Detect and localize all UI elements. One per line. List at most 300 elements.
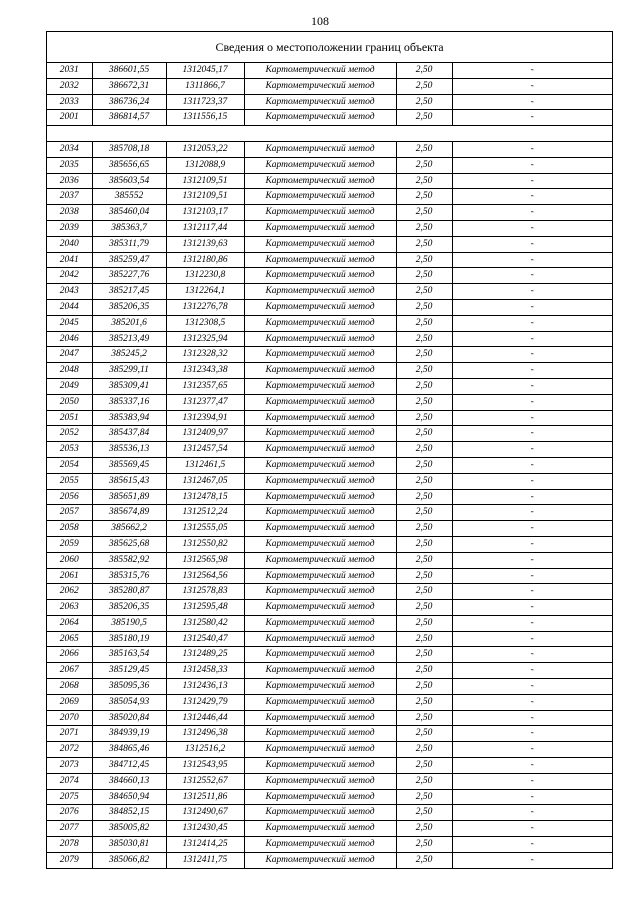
- method-cell: Картометрический метод: [244, 189, 396, 205]
- table-row: [47, 394, 612, 410]
- note-cell: -: [452, 852, 612, 868]
- point-number-cell: 2050: [47, 394, 92, 410]
- table-row: [47, 631, 612, 647]
- note-cell: -: [452, 426, 612, 442]
- x-coordinate-cell: 385227,76: [92, 268, 166, 284]
- method-cell: Картометрический метод: [244, 284, 396, 300]
- note-cell: -: [452, 536, 612, 552]
- y-coordinate-cell: 1312430,45: [166, 821, 244, 837]
- x-coordinate-cell: 386814,57: [92, 110, 166, 126]
- table-header: Сведения о местоположении границ объекта: [47, 32, 612, 63]
- method-cell: Картометрический метод: [244, 568, 396, 584]
- point-number-cell: 2078: [47, 837, 92, 853]
- table-row: [47, 758, 612, 774]
- accuracy-cell: 2,50: [396, 536, 452, 552]
- method-cell: Картометрический метод: [244, 457, 396, 473]
- table-row: [47, 600, 612, 616]
- y-coordinate-cell: 1311866,7: [166, 78, 244, 94]
- x-coordinate-cell: 385206,35: [92, 600, 166, 616]
- point-number-cell: 2032: [47, 78, 92, 94]
- x-coordinate-cell: 385206,35: [92, 299, 166, 315]
- x-coordinate-cell: 385363,7: [92, 220, 166, 236]
- y-coordinate-cell: 1312543,95: [166, 758, 244, 774]
- x-coordinate-cell: 385674,89: [92, 505, 166, 521]
- accuracy-cell: 2,50: [396, 141, 452, 157]
- accuracy-cell: 2,50: [396, 220, 452, 236]
- method-cell: Картометрический метод: [244, 805, 396, 821]
- table-row: [47, 205, 612, 221]
- point-number-cell: 2054: [47, 457, 92, 473]
- point-number-cell: 2042: [47, 268, 92, 284]
- x-coordinate-cell: 385217,45: [92, 284, 166, 300]
- x-coordinate-cell: 385299,11: [92, 363, 166, 379]
- method-cell: Картометрический метод: [244, 442, 396, 458]
- note-cell: -: [452, 521, 612, 537]
- accuracy-cell: 2,50: [396, 410, 452, 426]
- page-number: 108: [311, 14, 329, 28]
- note-cell: -: [452, 331, 612, 347]
- table-row: [47, 726, 612, 742]
- accuracy-cell: 2,50: [396, 94, 452, 110]
- method-cell: Картометрический метод: [244, 252, 396, 268]
- x-coordinate-cell: 385095,36: [92, 679, 166, 695]
- x-coordinate-cell: 385180,19: [92, 631, 166, 647]
- note-cell: -: [452, 805, 612, 821]
- method-cell: Картометрический метод: [244, 600, 396, 616]
- point-number-cell: 2052: [47, 426, 92, 442]
- x-coordinate-cell: 385708,18: [92, 141, 166, 157]
- point-number-cell: 2072: [47, 742, 92, 758]
- y-coordinate-cell: 1312088,9: [166, 157, 244, 173]
- note-cell: -: [452, 568, 612, 584]
- note-cell: -: [452, 189, 612, 205]
- x-coordinate-cell: 385020,84: [92, 710, 166, 726]
- method-cell: Картометрический метод: [244, 789, 396, 805]
- x-coordinate-cell: 385536,13: [92, 442, 166, 458]
- note-cell: -: [452, 647, 612, 663]
- note-cell: -: [452, 457, 612, 473]
- accuracy-cell: 2,50: [396, 521, 452, 537]
- note-cell: -: [452, 173, 612, 189]
- point-number-cell: 2064: [47, 615, 92, 631]
- accuracy-cell: 2,50: [396, 268, 452, 284]
- x-coordinate-cell: 385245,2: [92, 347, 166, 363]
- method-cell: Картометрический метод: [244, 473, 396, 489]
- accuracy-cell: 2,50: [396, 805, 452, 821]
- note-cell: -: [452, 694, 612, 710]
- method-cell: Картометрический метод: [244, 663, 396, 679]
- method-cell: Картометрический метод: [244, 521, 396, 537]
- table-row: [47, 584, 612, 600]
- note-cell: -: [452, 378, 612, 394]
- point-number-cell: 2076: [47, 805, 92, 821]
- note-cell: -: [452, 505, 612, 521]
- accuracy-cell: 2,50: [396, 347, 452, 363]
- accuracy-cell: 2,50: [396, 742, 452, 758]
- table-row: [47, 615, 612, 631]
- point-number-cell: 2074: [47, 773, 92, 789]
- table-row: [47, 78, 612, 94]
- point-number-cell: 2060: [47, 552, 92, 568]
- accuracy-cell: 2,50: [396, 600, 452, 616]
- table-row: [47, 347, 612, 363]
- table-row: [47, 489, 612, 505]
- method-cell: Картометрический метод: [244, 552, 396, 568]
- x-coordinate-cell: 385259,47: [92, 252, 166, 268]
- y-coordinate-cell: 1312343,38: [166, 363, 244, 379]
- note-cell: -: [452, 363, 612, 379]
- x-coordinate-cell: 385337,16: [92, 394, 166, 410]
- y-coordinate-cell: 1312394,91: [166, 410, 244, 426]
- method-cell: Картометрический метод: [244, 615, 396, 631]
- method-cell: Картометрический метод: [244, 378, 396, 394]
- table-row: [47, 252, 612, 268]
- y-coordinate-cell: 1312109,51: [166, 189, 244, 205]
- method-cell: Картометрический метод: [244, 94, 396, 110]
- y-coordinate-cell: 1312045,17: [166, 63, 244, 78]
- y-coordinate-cell: 1312117,44: [166, 220, 244, 236]
- table-row: [47, 410, 612, 426]
- accuracy-cell: 2,50: [396, 236, 452, 252]
- y-coordinate-cell: 1312578,83: [166, 584, 244, 600]
- y-coordinate-cell: 1312325,94: [166, 331, 244, 347]
- point-number-cell: 2049: [47, 378, 92, 394]
- point-number-cell: 2053: [47, 442, 92, 458]
- x-coordinate-cell: 385569,45: [92, 457, 166, 473]
- point-number-cell: 2001: [47, 110, 92, 126]
- y-coordinate-cell: 1312357,65: [166, 378, 244, 394]
- point-number-cell: 2079: [47, 852, 92, 868]
- method-cell: Картометрический метод: [244, 631, 396, 647]
- separator-row: [47, 126, 612, 142]
- x-coordinate-cell: 386736,24: [92, 94, 166, 110]
- accuracy-cell: 2,50: [396, 758, 452, 774]
- y-coordinate-cell: 1312516,2: [166, 742, 244, 758]
- x-coordinate-cell: 385066,82: [92, 852, 166, 868]
- method-cell: Картометрический метод: [244, 347, 396, 363]
- point-number-cell: 2061: [47, 568, 92, 584]
- note-cell: -: [452, 821, 612, 837]
- method-cell: Картометрический метод: [244, 758, 396, 774]
- point-number-cell: 2070: [47, 710, 92, 726]
- y-coordinate-cell: 1312180,86: [166, 252, 244, 268]
- x-coordinate-cell: 385656,65: [92, 157, 166, 173]
- y-coordinate-cell: 1312478,15: [166, 489, 244, 505]
- accuracy-cell: 2,50: [396, 584, 452, 600]
- point-number-cell: 2069: [47, 694, 92, 710]
- y-coordinate-cell: 1312436,13: [166, 679, 244, 695]
- accuracy-cell: 2,50: [396, 252, 452, 268]
- method-cell: Картометрический метод: [244, 505, 396, 521]
- accuracy-cell: 2,50: [396, 299, 452, 315]
- accuracy-cell: 2,50: [396, 837, 452, 853]
- accuracy-cell: 2,50: [396, 189, 452, 205]
- accuracy-cell: 2,50: [396, 694, 452, 710]
- point-number-cell: 2041: [47, 252, 92, 268]
- y-coordinate-cell: 1312103,17: [166, 205, 244, 221]
- method-cell: Картометрический метод: [244, 331, 396, 347]
- note-cell: -: [452, 710, 612, 726]
- x-coordinate-cell: 385603,54: [92, 173, 166, 189]
- coordinates-group-1: [47, 63, 612, 126]
- y-coordinate-cell: 1312540,47: [166, 631, 244, 647]
- x-coordinate-cell: 385213,49: [92, 331, 166, 347]
- y-coordinate-cell: 1312457,54: [166, 442, 244, 458]
- point-number-cell: 2044: [47, 299, 92, 315]
- y-coordinate-cell: 1312230,8: [166, 268, 244, 284]
- y-coordinate-cell: 1312595,48: [166, 600, 244, 616]
- table-row: [47, 837, 612, 853]
- note-cell: -: [452, 552, 612, 568]
- accuracy-cell: 2,50: [396, 315, 452, 331]
- note-cell: -: [452, 110, 612, 126]
- point-number-cell: 2067: [47, 663, 92, 679]
- method-cell: Картометрический метод: [244, 394, 396, 410]
- table-row: [47, 110, 612, 126]
- table-row: [47, 141, 612, 157]
- point-number-cell: 2033: [47, 94, 92, 110]
- x-coordinate-cell: 385625,68: [92, 536, 166, 552]
- note-cell: -: [452, 141, 612, 157]
- y-coordinate-cell: 1312552,67: [166, 773, 244, 789]
- accuracy-cell: 2,50: [396, 63, 452, 78]
- table-row: [47, 426, 612, 442]
- x-coordinate-cell: 385651,89: [92, 489, 166, 505]
- accuracy-cell: 2,50: [396, 157, 452, 173]
- table-row: [47, 63, 612, 78]
- method-cell: Картометрический метод: [244, 742, 396, 758]
- note-cell: -: [452, 600, 612, 616]
- note-cell: -: [452, 473, 612, 489]
- x-coordinate-cell: 385383,94: [92, 410, 166, 426]
- table-row: [47, 473, 612, 489]
- note-cell: -: [452, 78, 612, 94]
- method-cell: Картометрический метод: [244, 679, 396, 695]
- y-coordinate-cell: 1312264,1: [166, 284, 244, 300]
- coordinates-group-2: [47, 141, 612, 868]
- point-number-cell: 2055: [47, 473, 92, 489]
- table-row: [47, 663, 612, 679]
- accuracy-cell: 2,50: [396, 631, 452, 647]
- table-row: [47, 647, 612, 663]
- y-coordinate-cell: 1312489,25: [166, 647, 244, 663]
- method-cell: Картометрический метод: [244, 536, 396, 552]
- y-coordinate-cell: 1312467,05: [166, 473, 244, 489]
- accuracy-cell: 2,50: [396, 789, 452, 805]
- y-coordinate-cell: 1312139,63: [166, 236, 244, 252]
- note-cell: -: [452, 742, 612, 758]
- method-cell: Картометрический метод: [244, 78, 396, 94]
- table-row: [47, 236, 612, 252]
- y-coordinate-cell: 1312496,38: [166, 726, 244, 742]
- note-cell: -: [452, 347, 612, 363]
- method-cell: Картометрический метод: [244, 141, 396, 157]
- table-row: [47, 742, 612, 758]
- x-coordinate-cell: 384939,19: [92, 726, 166, 742]
- accuracy-cell: 2,50: [396, 552, 452, 568]
- note-cell: -: [452, 63, 612, 78]
- y-coordinate-cell: 1312377,47: [166, 394, 244, 410]
- accuracy-cell: 2,50: [396, 110, 452, 126]
- table-row: [47, 284, 612, 300]
- method-cell: Картометрический метод: [244, 694, 396, 710]
- accuracy-cell: 2,50: [396, 663, 452, 679]
- point-number-cell: 2045: [47, 315, 92, 331]
- x-coordinate-cell: 386672,31: [92, 78, 166, 94]
- group-separator: [47, 126, 612, 142]
- method-cell: Картометрический метод: [244, 773, 396, 789]
- x-coordinate-cell: 384712,45: [92, 758, 166, 774]
- table-row: [47, 442, 612, 458]
- x-coordinate-cell: 385315,76: [92, 568, 166, 584]
- method-cell: Картометрический метод: [244, 157, 396, 173]
- note-cell: -: [452, 442, 612, 458]
- y-coordinate-cell: 1312328,32: [166, 347, 244, 363]
- x-coordinate-cell: 385460,04: [92, 205, 166, 221]
- accuracy-cell: 2,50: [396, 710, 452, 726]
- y-coordinate-cell: 1312109,51: [166, 173, 244, 189]
- accuracy-cell: 2,50: [396, 363, 452, 379]
- y-coordinate-cell: 1312414,25: [166, 837, 244, 853]
- accuracy-cell: 2,50: [396, 489, 452, 505]
- table-row: [47, 189, 612, 205]
- accuracy-cell: 2,50: [396, 457, 452, 473]
- point-number-cell: 2068: [47, 679, 92, 695]
- point-number-cell: 2037: [47, 189, 92, 205]
- method-cell: Картометрический метод: [244, 363, 396, 379]
- y-coordinate-cell: 1312411,75: [166, 852, 244, 868]
- method-cell: Картометрический метод: [244, 647, 396, 663]
- point-number-cell: 2062: [47, 584, 92, 600]
- table-row: [47, 536, 612, 552]
- method-cell: Картометрический метод: [244, 710, 396, 726]
- accuracy-cell: 2,50: [396, 726, 452, 742]
- table-row: [47, 552, 612, 568]
- table-row: [47, 805, 612, 821]
- accuracy-cell: 2,50: [396, 473, 452, 489]
- point-number-cell: 2031: [47, 63, 92, 78]
- method-cell: Картометрический метод: [244, 173, 396, 189]
- point-number-cell: 2071: [47, 726, 92, 742]
- note-cell: -: [452, 268, 612, 284]
- method-cell: Картометрический метод: [244, 268, 396, 284]
- note-cell: -: [452, 205, 612, 221]
- accuracy-cell: 2,50: [396, 679, 452, 695]
- note-cell: -: [452, 252, 612, 268]
- point-number-cell: 2075: [47, 789, 92, 805]
- accuracy-cell: 2,50: [396, 331, 452, 347]
- x-coordinate-cell: 384852,15: [92, 805, 166, 821]
- table-row: [47, 363, 612, 379]
- method-cell: Картометрический метод: [244, 236, 396, 252]
- method-cell: Картометрический метод: [244, 426, 396, 442]
- y-coordinate-cell: 1312555,05: [166, 521, 244, 537]
- x-coordinate-cell: 385005,82: [92, 821, 166, 837]
- accuracy-cell: 2,50: [396, 505, 452, 521]
- table-row: [47, 505, 612, 521]
- method-cell: Картометрический метод: [244, 220, 396, 236]
- note-cell: -: [452, 631, 612, 647]
- y-coordinate-cell: 1312511,86: [166, 789, 244, 805]
- y-coordinate-cell: 1311556,15: [166, 110, 244, 126]
- accuracy-cell: 2,50: [396, 852, 452, 868]
- point-number-cell: 2073: [47, 758, 92, 774]
- accuracy-cell: 2,50: [396, 378, 452, 394]
- x-coordinate-cell: 385582,92: [92, 552, 166, 568]
- table-row: [47, 789, 612, 805]
- y-coordinate-cell: 1312053,22: [166, 141, 244, 157]
- accuracy-cell: 2,50: [396, 78, 452, 94]
- note-cell: -: [452, 394, 612, 410]
- table-row: [47, 821, 612, 837]
- table-row: [47, 457, 612, 473]
- point-number-cell: 2038: [47, 205, 92, 221]
- x-coordinate-cell: 385054,93: [92, 694, 166, 710]
- point-number-cell: 2040: [47, 236, 92, 252]
- y-coordinate-cell: 1312276,78: [166, 299, 244, 315]
- accuracy-cell: 2,50: [396, 442, 452, 458]
- x-coordinate-cell: 385437,84: [92, 426, 166, 442]
- accuracy-cell: 2,50: [396, 647, 452, 663]
- point-number-cell: 2057: [47, 505, 92, 521]
- table-row: [47, 220, 612, 236]
- x-coordinate-cell: 385190,5: [92, 615, 166, 631]
- accuracy-cell: 2,50: [396, 821, 452, 837]
- note-cell: -: [452, 615, 612, 631]
- method-cell: Картометрический метод: [244, 205, 396, 221]
- method-cell: Картометрический метод: [244, 110, 396, 126]
- accuracy-cell: 2,50: [396, 173, 452, 189]
- point-number-cell: 2039: [47, 220, 92, 236]
- y-coordinate-cell: 1312490,67: [166, 805, 244, 821]
- table-row: [47, 710, 612, 726]
- note-cell: -: [452, 315, 612, 331]
- table-row: [47, 268, 612, 284]
- point-number-cell: 2077: [47, 821, 92, 837]
- x-coordinate-cell: 384650,94: [92, 789, 166, 805]
- method-cell: Картометрический метод: [244, 852, 396, 868]
- method-cell: Картометрический метод: [244, 837, 396, 853]
- x-coordinate-cell: 385129,45: [92, 663, 166, 679]
- note-cell: -: [452, 837, 612, 853]
- note-cell: -: [452, 489, 612, 505]
- method-cell: Картометрический метод: [244, 410, 396, 426]
- note-cell: -: [452, 236, 612, 252]
- y-coordinate-cell: 1312512,24: [166, 505, 244, 521]
- method-cell: Картометрический метод: [244, 315, 396, 331]
- table-row: [47, 173, 612, 189]
- x-coordinate-cell: 386601,55: [92, 63, 166, 78]
- point-number-cell: 2047: [47, 347, 92, 363]
- table-row: [47, 773, 612, 789]
- point-number-cell: 2066: [47, 647, 92, 663]
- x-coordinate-cell: 385280,87: [92, 584, 166, 600]
- y-coordinate-cell: 1312429,79: [166, 694, 244, 710]
- point-number-cell: 2046: [47, 331, 92, 347]
- accuracy-cell: 2,50: [396, 394, 452, 410]
- point-number-cell: 2058: [47, 521, 92, 537]
- table-row: [47, 852, 612, 868]
- table-row: [47, 331, 612, 347]
- accuracy-cell: 2,50: [396, 205, 452, 221]
- table-row: [47, 157, 612, 173]
- note-cell: -: [452, 663, 612, 679]
- method-cell: Картометрический метод: [244, 726, 396, 742]
- note-cell: -: [452, 157, 612, 173]
- x-coordinate-cell: 385662,2: [92, 521, 166, 537]
- method-cell: Картометрический метод: [244, 584, 396, 600]
- method-cell: Картометрический метод: [244, 821, 396, 837]
